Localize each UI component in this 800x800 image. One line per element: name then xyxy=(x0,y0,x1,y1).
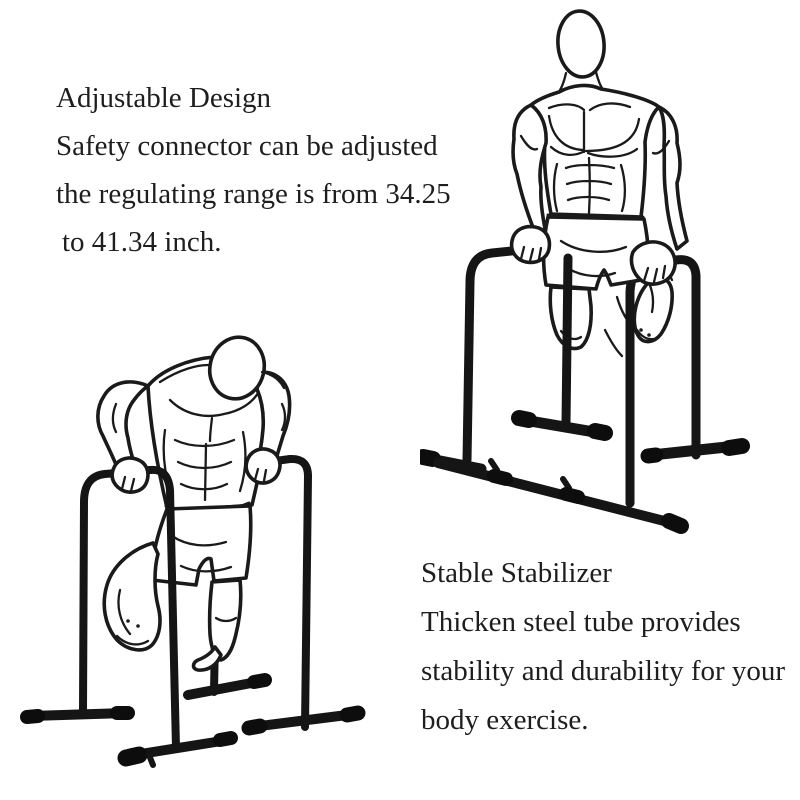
caption-line: body exercise. xyxy=(421,704,589,736)
caption-line: Stable Stabilizer xyxy=(421,557,612,589)
adjustable-design-caption xyxy=(56,74,451,266)
caption-line: to 41.34 inch. xyxy=(62,226,222,258)
stable-stabilizer-caption xyxy=(421,549,785,745)
caption-line: Safety connector can be adjusted xyxy=(56,130,438,162)
caption-line: Adjustable Design xyxy=(56,82,272,114)
caption-line: Thicken steel tube provides xyxy=(421,606,741,638)
athlete-figure xyxy=(98,331,290,670)
dips-illustration-stabilizer xyxy=(15,330,375,785)
caption-line: stability and durability for your xyxy=(421,655,786,687)
caption-line: the regulating range is from 34.25 xyxy=(56,178,451,210)
athlete-figure xyxy=(513,9,687,356)
dips-illustration-adjustable xyxy=(420,5,760,547)
